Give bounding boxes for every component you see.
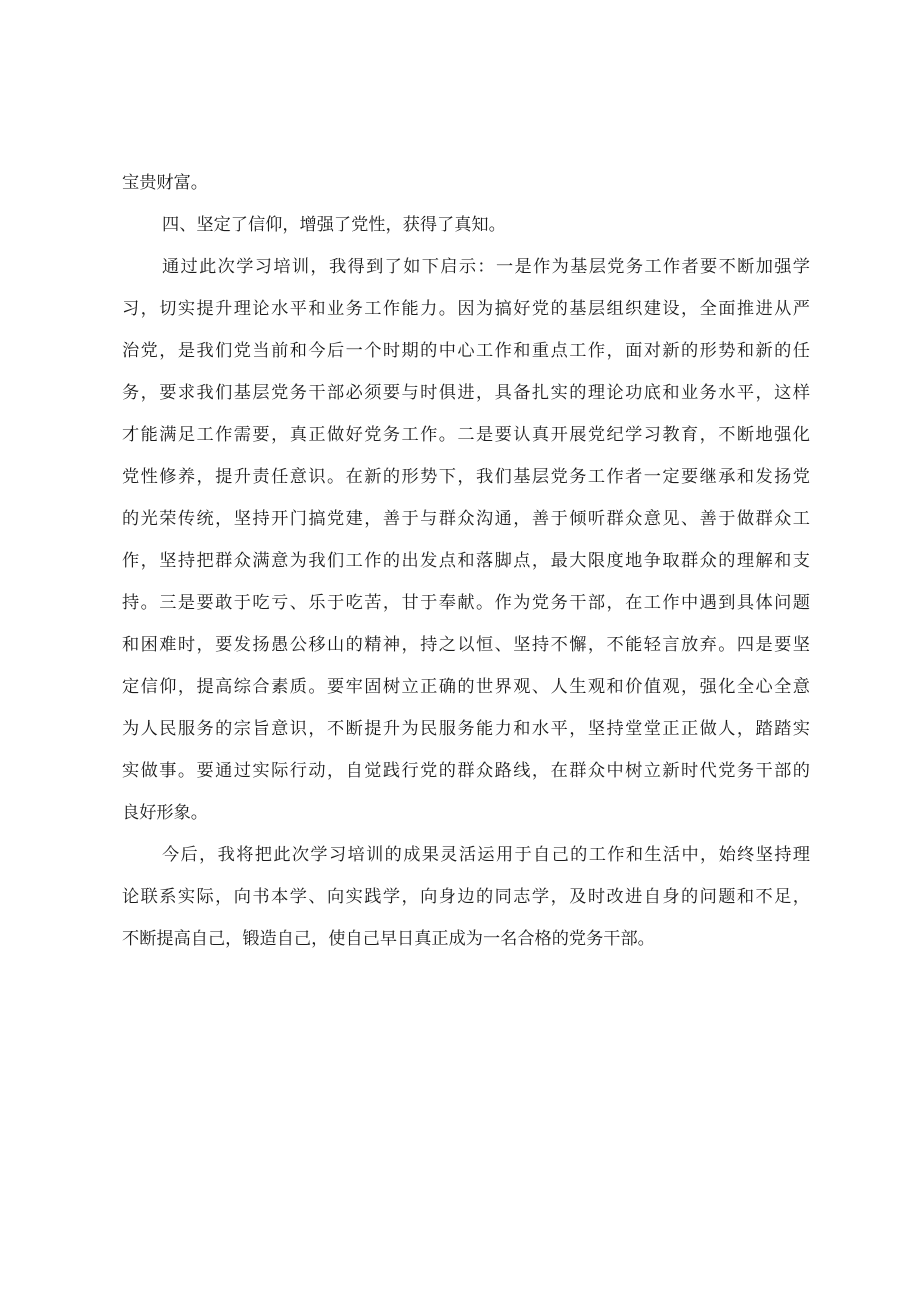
text-line: 宝贵财富。 [122,173,208,193]
text-line: 为人民服务的宗旨意识，不断提升为民服务能力和水平，坚持堂堂正正做人，踏踏实 [122,719,810,739]
text-line: 作，坚持把群众满意为我们工作的出发点和落脚点，最大限度地争取群众的理解和支 [122,551,810,571]
text-line: 持。三是要敢于吃亏、乐于吃苦，甘于奉献。作为党务干部，在工作中遇到具体问题 [122,593,810,613]
text-line: 习，切实提升理论水平和业务工作能力。因为搞好党的基层组织建设，全面推进从严 [122,299,810,319]
section-heading: 四、坚定了信仰，增强了党性，获得了真知。 [162,215,506,235]
text-line: 论联系实际，向书本学、向实践学，向身边的同志学，及时改进自身的问题和不足， [122,887,810,907]
text-line: 定信仰，提高综合素质。要牢固树立正确的世界观、人生观和价值观，强化全心全意 [122,677,810,697]
text-line: 的光荣传统，坚持开门搞党建，善于与群众沟通，善于倾听群众意见、善于做群众工 [122,509,810,529]
text-line: 今后，我将把此次学习培训的成果灵活运用于自己的工作和生活中，始终坚持理 [162,845,810,865]
text-line: 和困难时，要发扬愚公移山的精神，持之以恒、坚持不懈，不能轻言放弃。四是要坚 [122,635,810,655]
text-line: 通过此次学习培训，我得到了如下启示：一是作为基层党务工作者要不断加强学 [162,257,810,277]
text-line: 实做事。要通过实际行动，自觉践行党的群众路线，在群众中树立新时代党务干部的 [122,761,810,781]
text-line: 良好形象。 [122,803,208,823]
text-line: 党性修养，提升责任意识。在新的形势下，我们基层党务工作者一定要继承和发扬党 [122,467,810,487]
text-line: 务，要求我们基层党务干部必须要与时俱进，具备扎实的理论功底和业务水平，这样 [122,383,810,403]
text-line: 治党，是我们党当前和今后一个时期的中心工作和重点工作，面对新的形势和新的任 [122,341,810,361]
text-line: 不断提高自己，锻造自己，使自己早日真正成为一名合格的党务干部。 [122,929,655,949]
text-line: 才能满足工作需要，真正做好党务工作。二是要认真开展党纪学习教育，不断地强化 [122,425,810,445]
